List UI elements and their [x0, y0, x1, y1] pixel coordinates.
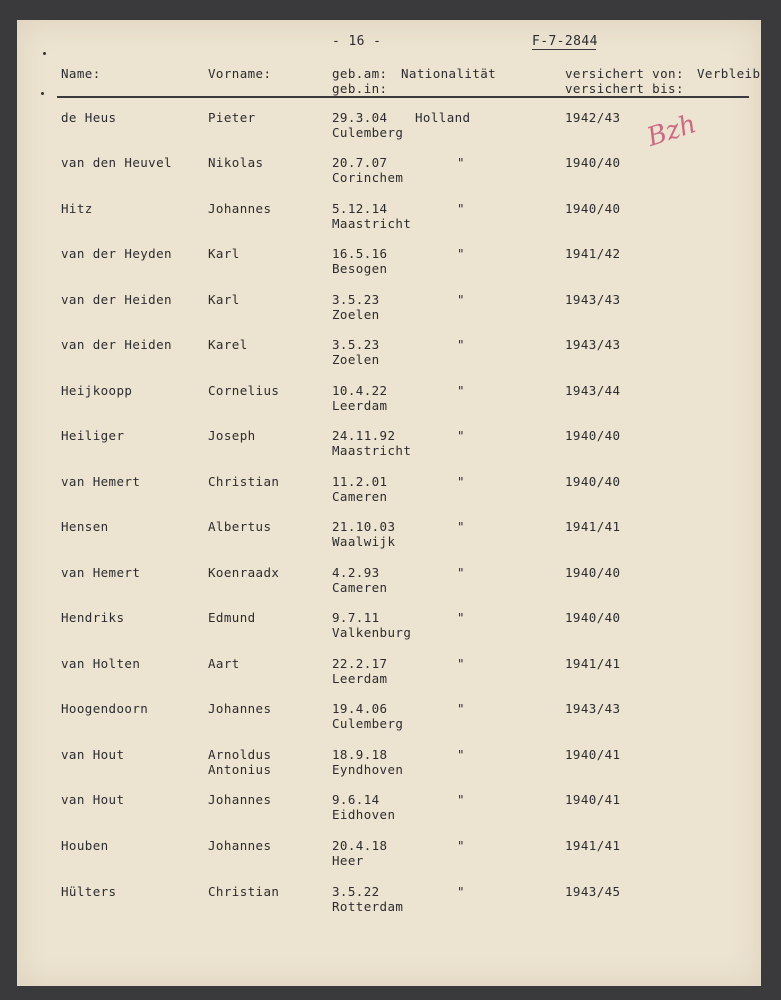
nationality: " [457, 155, 465, 170]
nationality: " [457, 474, 465, 489]
nationality: " [457, 337, 465, 352]
insurance-period: 1941/41 [565, 838, 621, 853]
insurance-period: 1943/43 [565, 292, 621, 307]
person-surname: Hoogendoorn [61, 701, 149, 716]
birth-place: Rotterdam [332, 899, 404, 914]
birth-place: Cameren [332, 489, 388, 504]
table-row [17, 110, 761, 150]
reference-underline [532, 49, 596, 50]
birth-date: 24.11.92 [332, 428, 396, 443]
birth-place: Leerdam [332, 671, 388, 686]
birth-place: Leerdam [332, 398, 388, 413]
insurance-period: 1943/43 [565, 337, 621, 352]
table-row [17, 428, 761, 468]
birth-place: Maastricht [332, 216, 412, 231]
birth-date: 16.5.16 [332, 246, 388, 261]
insurance-period: 1941/41 [565, 656, 621, 671]
nationality: " [457, 246, 465, 261]
person-surname: van Hout [61, 747, 125, 762]
birth-date: 3.5.23 [332, 292, 380, 307]
person-surname: Hensen [61, 519, 109, 534]
column-header-first-name: Vorname: [208, 66, 272, 81]
nationality: " [457, 201, 465, 216]
table-row [17, 656, 761, 696]
person-first-name: Christian [208, 474, 280, 489]
ink-speck [41, 92, 44, 95]
birth-date: 18.9.18 [332, 747, 388, 762]
table-row [17, 792, 761, 832]
table-row [17, 337, 761, 377]
column-header-insured-until: versichert bis: [565, 81, 684, 96]
table-row [17, 155, 761, 195]
nationality: " [457, 838, 465, 853]
person-surname: van den Heuvel [61, 155, 172, 170]
insurance-period: 1941/42 [565, 246, 621, 261]
birth-place: Heer [332, 853, 364, 868]
birth-date: 4.2.93 [332, 565, 380, 580]
insurance-period: 1943/43 [565, 701, 621, 716]
person-first-name: Johannes [208, 201, 272, 216]
person-first-name: Johannes [208, 701, 272, 716]
person-first-name: Cornelius [208, 383, 280, 398]
table-row [17, 519, 761, 559]
ink-speck [43, 52, 46, 55]
person-surname: van der Heyden [61, 246, 172, 261]
birth-place: Eyndhoven [332, 762, 404, 777]
birth-date: 11.2.01 [332, 474, 388, 489]
birth-place: Zoelen [332, 352, 380, 367]
handwritten-initials: Bzh [643, 109, 700, 153]
person-first-name: Arnoldus [208, 747, 272, 762]
person-first-name: Johannes [208, 792, 272, 807]
person-surname: Heijkoopp [61, 383, 133, 398]
person-first-name: Pieter [208, 110, 256, 125]
insurance-period: 1940/40 [565, 610, 621, 625]
person-second-name: Antonius [208, 762, 272, 777]
birth-place: Culemberg [332, 716, 404, 731]
table-row [17, 246, 761, 286]
table-row [17, 838, 761, 878]
birth-place: Maastricht [332, 443, 412, 458]
person-first-name: Karl [208, 246, 240, 261]
table-row [17, 292, 761, 332]
person-surname: van der Heiden [61, 337, 172, 352]
table-row [17, 701, 761, 741]
person-first-name: Christian [208, 884, 280, 899]
person-surname: Hendriks [61, 610, 125, 625]
birth-place: Corinchem [332, 170, 404, 185]
nationality: " [457, 565, 465, 580]
table-row [17, 201, 761, 241]
person-surname: van Hout [61, 792, 125, 807]
person-surname: Heiliger [61, 428, 125, 443]
column-header-whereabouts: Verbleib [697, 66, 761, 81]
nationality: " [457, 701, 465, 716]
nationality: " [457, 292, 465, 307]
nationality: " [457, 383, 465, 398]
birth-date: 22.2.17 [332, 656, 388, 671]
birth-date: 19.4.06 [332, 701, 388, 716]
insurance-period: 1940/40 [565, 565, 621, 580]
birth-date: 9.7.11 [332, 610, 380, 625]
birth-place: Cameren [332, 580, 388, 595]
column-header-birth-date: geb.am: [332, 66, 388, 81]
insurance-period: 1940/40 [565, 201, 621, 216]
insurance-period: 1940/41 [565, 792, 621, 807]
nationality: " [457, 792, 465, 807]
birth-place: Waalwijk [332, 534, 396, 549]
nationality: " [457, 428, 465, 443]
column-header-birth-place: geb.in: [332, 81, 388, 96]
birth-date: 21.10.03 [332, 519, 396, 534]
birth-date: 5.12.14 [332, 201, 388, 216]
column-header-nationality: Nationalität [401, 66, 497, 81]
nationality: " [457, 656, 465, 671]
nationality: Holland [415, 110, 471, 125]
person-first-name: Albertus [208, 519, 272, 534]
birth-date: 20.7.07 [332, 155, 388, 170]
person-surname: van Hemert [61, 565, 141, 580]
birth-place: Zoelen [332, 307, 380, 322]
insurance-period: 1943/44 [565, 383, 621, 398]
table-row [17, 747, 761, 787]
nationality: " [457, 747, 465, 762]
column-header-insured-from: versichert von: [565, 66, 684, 81]
person-surname: van der Heiden [61, 292, 172, 307]
document-page [17, 20, 761, 986]
nationality: " [457, 519, 465, 534]
table-row [17, 565, 761, 605]
birth-place: Valkenburg [332, 625, 412, 640]
table-row [17, 884, 761, 924]
birth-place: Besogen [332, 261, 388, 276]
insurance-period: 1942/43 [565, 110, 621, 125]
person-surname: van Holten [61, 656, 141, 671]
table-row [17, 610, 761, 650]
birth-date: 3.5.23 [332, 337, 380, 352]
table-row [17, 383, 761, 423]
column-header-name: Name: [61, 66, 101, 81]
page-number: - 16 - [332, 34, 382, 49]
person-surname: Houben [61, 838, 109, 853]
person-first-name: Johannes [208, 838, 272, 853]
person-first-name: Joseph [208, 428, 256, 443]
header-rule [57, 96, 749, 98]
insurance-period: 1940/40 [565, 428, 621, 443]
person-surname: Hülters [61, 884, 117, 899]
birth-place: Culemberg [332, 125, 404, 140]
table-row [17, 474, 761, 514]
insurance-period: 1941/41 [565, 519, 621, 534]
person-first-name: Aart [208, 656, 240, 671]
person-first-name: Karel [208, 337, 248, 352]
insurance-period: 1940/40 [565, 474, 621, 489]
reference-number: F-7-2844 [532, 34, 598, 49]
insurance-period: 1940/40 [565, 155, 621, 170]
birth-place: Eidhoven [332, 807, 396, 822]
birth-date: 10.4.22 [332, 383, 388, 398]
birth-date: 29.3.04 [332, 110, 388, 125]
insurance-period: 1943/45 [565, 884, 621, 899]
birth-date: 20.4.18 [332, 838, 388, 853]
birth-date: 3.5.22 [332, 884, 380, 899]
person-surname: Hitz [61, 201, 93, 216]
person-surname: van Hemert [61, 474, 141, 489]
person-surname: de Heus [61, 110, 117, 125]
person-first-name: Karl [208, 292, 240, 307]
birth-date: 9.6.14 [332, 792, 380, 807]
insurance-period: 1940/41 [565, 747, 621, 762]
nationality: " [457, 884, 465, 899]
person-first-name: Koenraadx [208, 565, 280, 580]
person-first-name: Edmund [208, 610, 256, 625]
nationality: " [457, 610, 465, 625]
person-first-name: Nikolas [208, 155, 264, 170]
